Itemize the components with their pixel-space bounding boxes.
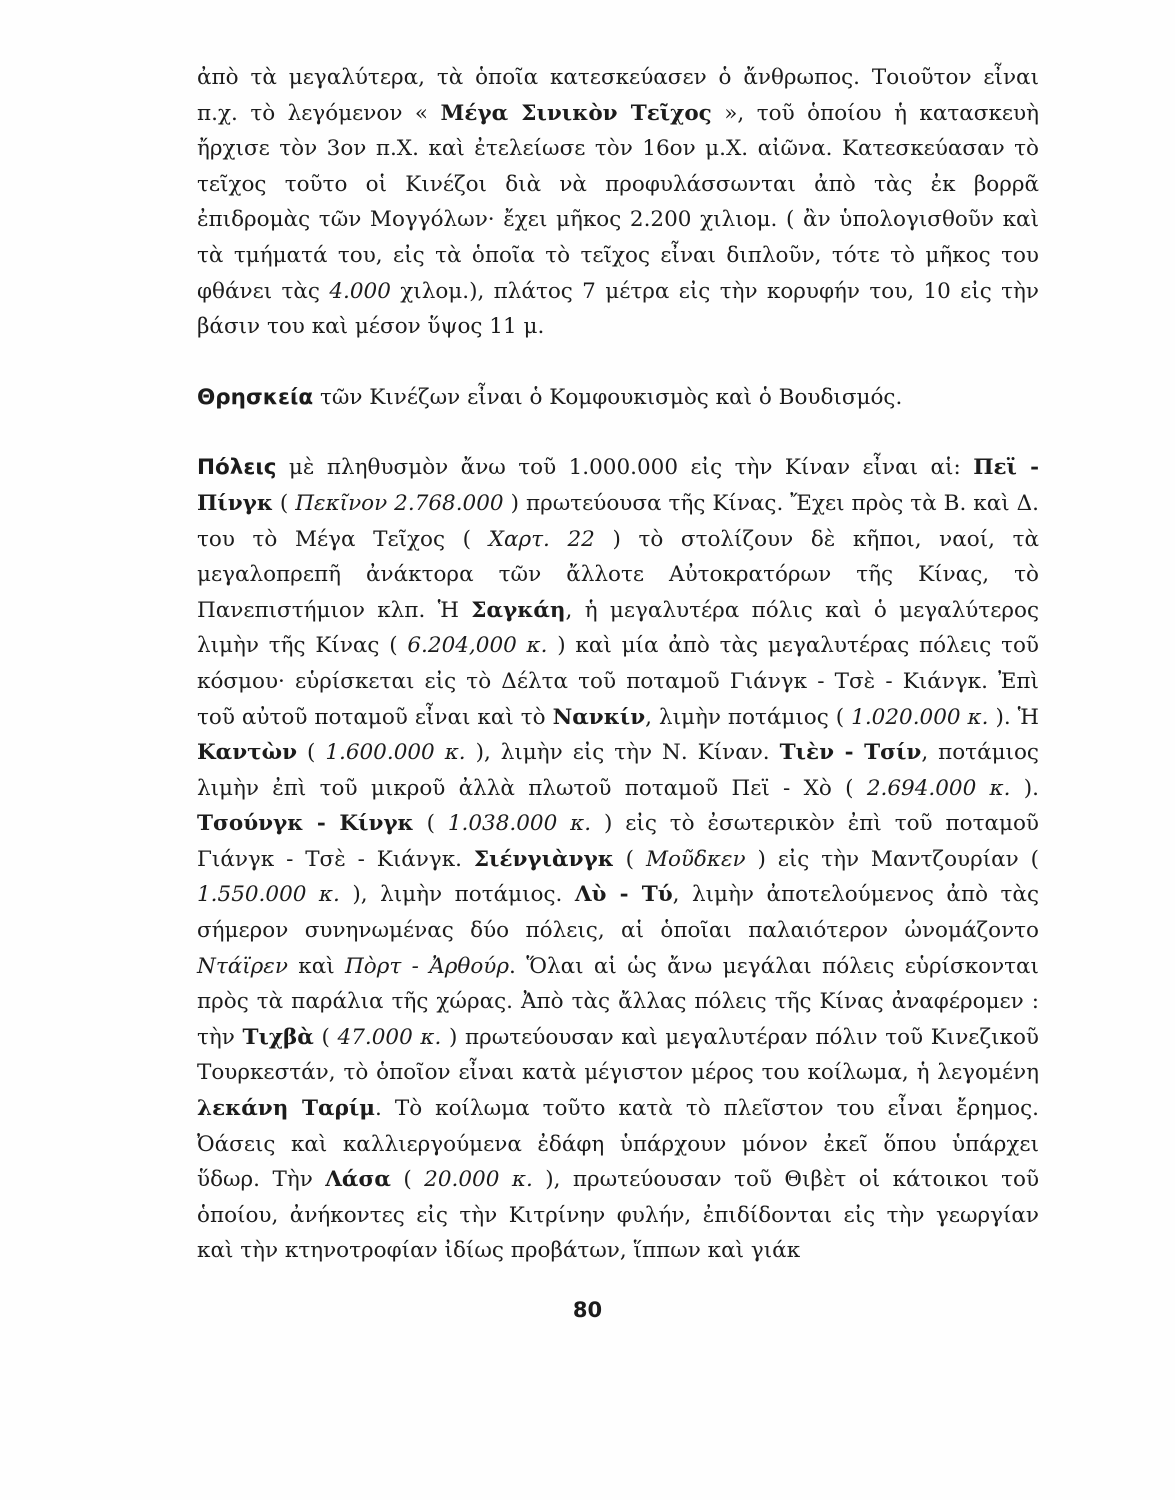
text-run: . Τὸ κοίλωμα τοῦτο κατὰ τὸ πλεῖστον του εἶναι ἔρημος. Ὀάσεις καὶ καλλιεργούμενα ἐδάφη ὑπάρχουν μόνον ἐκεῖ ὅπου ὑπάρχει ὕδωρ. Τὴν bbox=[197, 1096, 1039, 1193]
text-run: ἀπὸ τὰ μεγαλύτερα, τὰ ὁποῖα κατεσκεύασεν ὁ ἄνθρωπος. Τοιοῦτον εἶναι π.χ. τὸ λεγόμενον « bbox=[197, 65, 1039, 126]
text-run: , ποτάμιος λιμὴν ἐπὶ τοῦ μικροῦ ἀλλὰ πλωτοῦ ποταμοῦ Πεϊ - Χὸ ( bbox=[197, 740, 1039, 801]
section-keyword: Πόλεις bbox=[197, 455, 277, 481]
place-name: Πεϊ - Πίνγκ bbox=[197, 455, 1039, 516]
text-run: ( bbox=[313, 1024, 338, 1050]
italic-annotation: Μοῦδκεν bbox=[645, 846, 746, 872]
text-run: ) τὸ στολίζουν δὲ κῆποι, ναοί, τὰ μεγαλοπρεπῆ ἀνάκτορα τῶν ἄλλοτε Αὐτοκρατόρων τῆς Κίνας, τὸ Πανεπιστήμιον κλπ. Ἡ bbox=[197, 526, 1040, 623]
text-run: , λιμὴν ἀποτελούμενος ἀπὸ τὰς σήμερον συνηνωμένας δύο πόλεις, αἱ ὁποῖαι παλαιότερον ὠνομάζοντο bbox=[197, 882, 1039, 944]
text-run: ) πρωτεύουσαν καὶ μεγαλυτέραν πόλιν τοῦ Κινεζικοῦ Τουρκεστάν, τὸ ὁποῖον εἶναι κατὰ μέγιστον μέρος του κοίλωμα, ἡ λεγομένη bbox=[197, 1024, 1039, 1086]
italic-annotation: 6.204,000 κ. bbox=[407, 633, 548, 659]
text-run: . Ὅλαι αἱ ὡς ἄνω μεγάλαι πόλεις εὑρίσκονται πρὸς τὰ παράλια τῆς χώρας. Ἀπὸ τὰς ἄλλας πόλεις τῆς Κίνας ἀναφέρομεν : τὴν bbox=[197, 953, 1039, 1050]
text-run: ( bbox=[390, 1167, 425, 1193]
italic-annotation: Ντάϊρεν bbox=[197, 953, 288, 979]
italic-annotation: Πεκῖνον 2.768.000 bbox=[295, 490, 504, 516]
place-name: Νανκίν bbox=[552, 704, 646, 730]
italic-annotation: 2.694.000 κ. bbox=[866, 775, 1011, 801]
text-run: ( bbox=[272, 490, 296, 516]
page-number: 80 bbox=[572, 1298, 603, 1322]
text-run: ) εἰς τὴν Μαντζουρίαν ( bbox=[745, 846, 1039, 872]
place-name: Τιχβὰ bbox=[242, 1024, 314, 1050]
paragraph-cities bbox=[197, 450, 1039, 1269]
text-run: », τοῦ ὁποίου ἡ κατασκευὴ ἤρχισε τὸν 3ον π.Χ. καὶ ἐτελείωσε τὸν 16ον μ.Χ. αἰῶνα. Κατεσκεύασαν τὸ τεῖχος τοῦτο οἱ Κινέζοι διὰ νὰ προφυλάσσωνται ἀπὸ τὰς ἐκ βορρᾶ ἐπιδρομὰς τῶν Μογγόλων· ἔχει μῆκος 2.200 χιλιομ. ( ἂν ὑπολογισθοῦν καὶ τὰ τμήματά του, εἰς τὰ ὁποῖα τὸ τεῖχος εἶναι διπλοῦν, τότε τὸ μῆκος του φθάνει τὰς bbox=[197, 100, 1040, 304]
italic-annotation: 1.600.000 κ. bbox=[325, 740, 466, 766]
italic-annotation: 1.550.000 κ. bbox=[197, 882, 340, 908]
place-name: Μέγα Σινικὸν Τεῖχος bbox=[440, 100, 712, 126]
paragraph-great-wall bbox=[197, 60, 1039, 345]
text-run: , λιμὴν ποτάμιος ( bbox=[645, 704, 852, 730]
text-run: ), λιμὴν εἰς τὴν Ν. Κίναν. bbox=[465, 740, 780, 766]
text-run: ) πρωτεύουσα τῆς Κίνας. Ἔχει πρὸς τὰ Β. καὶ Δ. του τὸ Μέγα Τεῖχος ( bbox=[197, 490, 1040, 552]
place-name: Τσούνγκ - Κίνγκ bbox=[197, 811, 414, 837]
italic-annotation: Πὸρτ - Ἀρθούρ bbox=[345, 953, 510, 979]
place-name: Λάσα bbox=[325, 1167, 391, 1193]
text-run: ( bbox=[613, 846, 646, 872]
italic-annotation: 1.020.000 κ. bbox=[851, 704, 989, 730]
text-run: ). bbox=[1010, 775, 1039, 801]
text-run: καὶ bbox=[287, 953, 346, 979]
text-run: μὲ πληθυσμὸν ἄνω τοῦ 1.000.000 εἰς τὴν Κίναν εἶναι αἱ: bbox=[276, 455, 974, 481]
text-run: ( bbox=[297, 740, 326, 766]
text-run: , ἡ μεγαλυτέρα πόλις καὶ ὁ μεγαλύτερος λιμὴν τῆς Κίνας ( bbox=[197, 597, 1039, 659]
text-run: ( bbox=[413, 811, 448, 837]
place-name: Σιένγιὰνγκ bbox=[473, 846, 614, 872]
place-name: Σαγκάη bbox=[471, 597, 566, 623]
section-keyword: Θρησκεία bbox=[197, 384, 314, 410]
place-name: λεκάνη Ταρίμ bbox=[197, 1096, 376, 1122]
place-name: Καντὼν bbox=[197, 740, 298, 766]
italic-annotation: 47.000 κ. bbox=[337, 1024, 442, 1050]
text-run: ) καὶ μία ἀπὸ τὰς μεγαλυτέρας πόλεις τοῦ κόσμου· εὑρίσκεται εἰς τὸ Δέλτα τοῦ ποταμοῦ Γιάνγκ - Τσὲ - Κιάνγκ. Ἐπὶ τοῦ αὐτοῦ ποταμοῦ εἶναι καὶ τὸ bbox=[197, 633, 1039, 730]
body-text bbox=[197, 60, 1039, 1269]
text-run: ), λιμὴν ποτάμιος. bbox=[339, 882, 575, 908]
text-run: ), πρωτεύουσαν τοῦ Θιβὲτ οἱ κάτοικοι τοῦ ὁποίου, ἀνήκοντες εἰς τὴν Κιτρίνην φυλήν, ἐπιδίδονται εἰς τὴν γεωργίαν καὶ τὴν κτηνοτροφίαν ἰδίως προβάτων, ἵππων καὶ γιάκ bbox=[197, 1167, 1040, 1264]
text-run: χιλομ.), πλάτος 7 μέτρα εἰς τὴν κορυφήν του, 10 εἰς τὴν βάσιν του καὶ μέσον ὕψος 11 μ. bbox=[197, 278, 1039, 340]
italic-annotation: Χαρτ. 22 bbox=[488, 526, 595, 552]
italic-annotation: 20.000 κ. bbox=[424, 1167, 533, 1193]
italic-annotation: 1.038.000 κ. bbox=[447, 811, 592, 837]
text-run: ) εἰς τὸ ἐσωτερικὸν ἐπὶ τοῦ ποταμοῦ Γιάνγκ - Τσὲ - Κιάνγκ. bbox=[197, 811, 1039, 872]
paragraph-religion bbox=[197, 380, 1039, 416]
text-run: τῶν Κινέζων εἶναι ὁ Κομφουκισμὸς καὶ ὁ Βουδισμός. bbox=[313, 384, 903, 410]
text-run: ). Ἡ bbox=[988, 704, 1039, 730]
place-name: Λὺ - Τύ bbox=[574, 882, 673, 908]
italic-annotation: 4.000 bbox=[329, 278, 391, 304]
place-name: Τιὲν - Τσίν bbox=[779, 740, 922, 766]
